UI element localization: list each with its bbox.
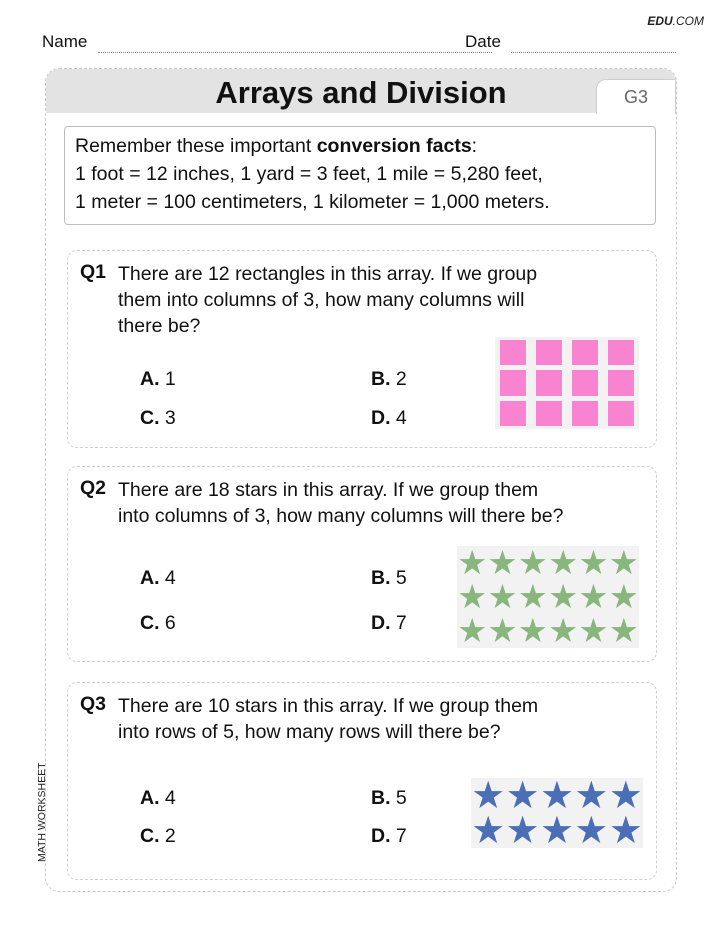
facts-line-2: 1 foot = 12 inches, 1 yard = 3 feet, 1 mile = 5,280 feet, <box>75 163 543 185</box>
star-icon: ★ <box>608 773 643 817</box>
star-icon: ★ <box>540 808 574 852</box>
title-bar <box>46 69 676 113</box>
star-icon: ★ <box>608 543 639 582</box>
question-number: Q3 <box>80 693 107 715</box>
choice-b[interactable]: B. 2 <box>371 368 407 390</box>
choice-d[interactable]: D. 4 <box>371 407 407 429</box>
rectangle-shape <box>500 401 526 427</box>
page-title: Arrays and Division <box>215 75 507 110</box>
rectangle-shape <box>536 340 562 366</box>
question-number: Q2 <box>80 477 107 499</box>
star-icon: ★ <box>517 543 548 582</box>
grade-tab: G3 <box>596 79 676 114</box>
star-icon: ★ <box>608 611 639 650</box>
choice-c[interactable]: C. 2 <box>140 825 176 847</box>
conversion-facts-box <box>64 126 656 225</box>
rectangle-shape <box>608 370 634 396</box>
choice-c[interactable]: C. 6 <box>140 612 176 634</box>
name-line[interactable] <box>98 52 492 53</box>
rectangle-shape <box>500 370 526 396</box>
star-icon: ★ <box>574 808 609 852</box>
facts-line-3: 1 meter = 100 centimeters, 1 kilometer = 1,000 meters. <box>75 191 550 213</box>
choice-a[interactable]: A. 4 <box>140 787 176 809</box>
question-2 <box>67 466 657 662</box>
star-icon: ★ <box>457 577 488 616</box>
rectangle-shape <box>572 401 598 427</box>
choice-a[interactable]: A. 4 <box>140 567 176 589</box>
name-date-row <box>42 32 676 54</box>
rectangle-shape <box>536 370 562 396</box>
question-text: There are 10 stars in this array. If we group them into rows of 5, how many rows will there be? <box>118 695 539 743</box>
side-label: MATH WORKSHEET <box>36 762 48 862</box>
choice-d[interactable]: D. 7 <box>371 612 407 634</box>
star-icon: ★ <box>471 808 506 852</box>
star-icon: ★ <box>517 611 548 650</box>
star-icon: ★ <box>548 577 579 616</box>
choice-d[interactable]: D. 7 <box>371 825 407 847</box>
brand-logo: EDU.COM <box>647 14 704 28</box>
star-icon: ★ <box>578 611 609 650</box>
star-icon: ★ <box>608 577 639 616</box>
green-star-array <box>457 543 639 650</box>
star-icon: ★ <box>487 577 518 616</box>
rectangle-shape <box>572 370 598 396</box>
question-number: Q1 <box>80 261 107 283</box>
choice-b[interactable]: B. 5 <box>371 567 407 589</box>
star-icon: ★ <box>548 611 579 650</box>
star-icon: ★ <box>487 543 518 582</box>
choice-c[interactable]: C. 3 <box>140 407 176 429</box>
worksheet-panel <box>45 68 677 892</box>
question-text: There are 18 stars in this array. If we group them into columns of 3, how many columns will there be? <box>118 479 564 527</box>
facts-line-1: Remember these important conversion facts: <box>75 135 478 157</box>
blue-star-array <box>471 773 643 852</box>
star-icon: ★ <box>578 543 609 582</box>
question-3 <box>67 682 657 880</box>
rectangle-shape <box>572 340 598 366</box>
rectangle-shape <box>608 340 634 366</box>
star-icon: ★ <box>578 577 609 616</box>
star-icon: ★ <box>505 808 540 852</box>
date-label: Date <box>465 32 501 51</box>
star-icon: ★ <box>540 773 574 817</box>
star-icon: ★ <box>517 577 548 616</box>
choice-a[interactable]: A. 1 <box>140 368 176 390</box>
rectangle-shape <box>500 340 526 366</box>
rectangle-shape <box>536 401 562 427</box>
date-line[interactable] <box>511 52 676 53</box>
star-icon: ★ <box>505 773 540 817</box>
rectangle-shape <box>608 401 634 427</box>
name-label: Name <box>42 32 88 51</box>
rectangle-array <box>495 337 639 429</box>
star-icon: ★ <box>487 611 518 650</box>
question-text: There are 12 rectangles in this array. If we group them into columns of 3, how many columns will there be? <box>118 263 538 337</box>
star-icon: ★ <box>471 773 506 817</box>
star-icon: ★ <box>608 808 643 852</box>
star-icon: ★ <box>457 611 488 650</box>
star-icon: ★ <box>574 773 609 817</box>
choice-b[interactable]: B. 5 <box>371 787 407 809</box>
star-icon: ★ <box>548 543 579 582</box>
question-1 <box>67 250 657 448</box>
star-icon: ★ <box>457 543 488 582</box>
